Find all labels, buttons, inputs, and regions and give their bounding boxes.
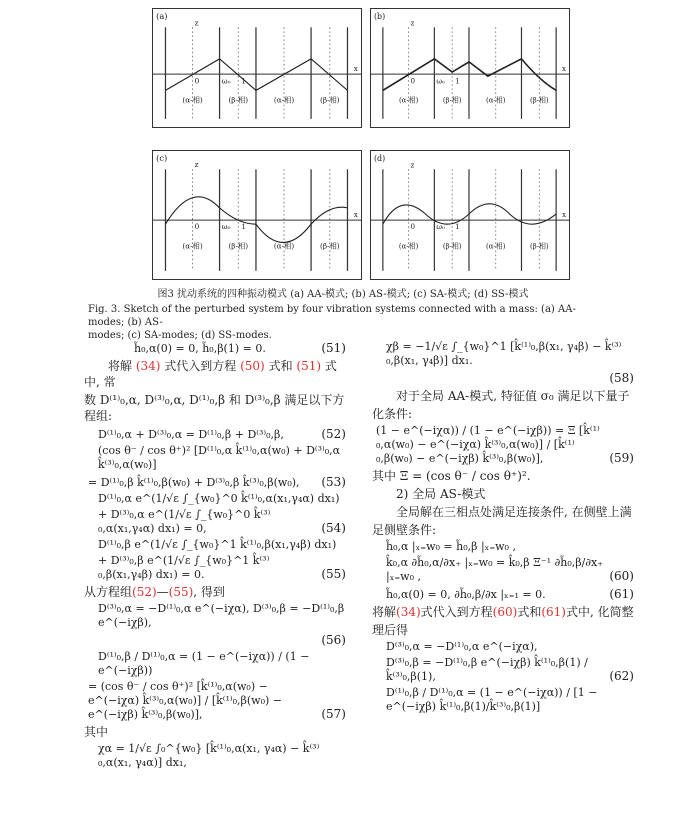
phase-label: (α-相) <box>273 241 295 251</box>
equation-54-line2: + D⁽³⁾₀,α e^(1/√ε ∫_{w₀}^0 k̂⁽³⁾₀,α(x₁,γ₄α) dx₁) = 0, <box>98 508 271 535</box>
equation-chi-alpha: χα = 1/√ε ∫₀^{w₀} [k̂⁽¹⁾₀,α(x₁, γ₄α) − k̂⁽³⁾₀,α(x₁, γ₄α)] dx₁, <box>98 742 320 769</box>
phase-label: (β-相) <box>529 241 549 251</box>
text: 从方程组 <box>84 585 133 599</box>
x-axis-label: x <box>562 209 566 220</box>
text: 式代入到方程 <box>420 605 493 619</box>
tick-label-0: 0 <box>410 76 416 86</box>
equation-row <box>84 426 346 442</box>
equation-61: h̃₀,α(0) = 0, ∂h̃₀,β/∂x |ₓ₌₁ = 0. <box>386 588 546 601</box>
equation-number: (56) <box>321 633 346 647</box>
equation-number: (61) <box>609 587 634 601</box>
figure-caption-en-2: modes; (c) SA-modes; (d) SS-modes. <box>88 330 272 341</box>
equation-row <box>84 602 346 630</box>
text: 式中, 化简整 <box>565 605 634 619</box>
ref-34[interactable]: (34) <box>135 359 161 373</box>
phase-label: (β-相) <box>442 95 462 105</box>
figure-caption-en-1: Fig. 3. Sketch of the perturbed system by four vibration systems connected with a mass: (a) AA-modes; (b) AS- <box>88 304 576 328</box>
tick-label-w0: ω₀ <box>436 76 445 86</box>
phase-label: (α-相) <box>398 95 419 105</box>
equation-62-line1: D⁽³⁾₀,α = −D⁽¹⁾₀,α e^(−iχα), <box>386 640 538 653</box>
equation-53-line2: = D⁽¹⁾₀,β k̂⁽¹⁾₀,β(w₀) + D⁽³⁾₀,β k̂⁽³⁾₀,β(w₀), <box>88 476 300 489</box>
phase-label: (β-相) <box>319 241 340 251</box>
equation-row <box>84 340 346 356</box>
text: 将解 <box>108 359 136 373</box>
equation-row <box>84 492 346 506</box>
phase-label: (β-相) <box>228 241 249 251</box>
phase-label: (α-相) <box>273 95 295 105</box>
equation-54-line1: D⁽¹⁾₀,α e^(1/√ε ∫_{w₀}^0 k̂⁽¹⁾₀,α(x₁,γ₄α) dx₁) <box>98 492 340 505</box>
text: 式中, 常 <box>84 359 337 389</box>
ref-34[interactable]: (34) <box>396 605 421 619</box>
equation-number: (60) <box>609 569 634 583</box>
phase-label: (α-相) <box>398 241 419 251</box>
text: 式和 <box>264 359 297 373</box>
tick-label-0: 0 <box>194 222 200 232</box>
ref-52[interactable]: (52) <box>132 585 157 599</box>
paragraph: 全局解在三相点处满足连接条件, 在侧壁上满 <box>396 505 632 519</box>
equation-number: (57) <box>321 707 346 721</box>
paragraph: 理后得 <box>372 623 409 637</box>
text: — <box>156 585 169 599</box>
x-axis-label: x <box>353 210 358 220</box>
paragraph: 其中 <box>84 725 109 739</box>
phase-label: (β-相) <box>319 95 340 105</box>
equation-56: D⁽³⁾₀,α = −D⁽¹⁾₀,α e^(−iχα), D⁽³⁾₀,β = −D⁽¹⁾₀,β e^(−iχβ), <box>98 602 345 629</box>
equation-55-line1: D⁽¹⁾₀,β e^(1/√ε ∫_{w₀}^1 k̂⁽¹⁾₀,β(x₁,γ₄β) dx₁) <box>98 538 337 551</box>
equation-row <box>84 474 346 490</box>
tick-label-1: 1 <box>455 222 460 232</box>
tick-label-1: 1 <box>241 76 247 86</box>
figure-caption-cn: 图3 扰动系统的四种振动模式 (a) AA-模式; (b) AS-模式; (c) SA-模式; (d) SS-模式 <box>157 289 529 300</box>
z-axis-label: z <box>410 160 415 170</box>
equation-row <box>372 556 634 584</box>
tick-label-1: 1 <box>455 76 460 86</box>
equation-row <box>84 650 346 678</box>
panel-label: (d) <box>373 154 386 164</box>
ref-61[interactable]: (61) <box>541 605 566 619</box>
equation-57-line2: = (cos θ⁻ / cos θ⁺)² [k̂⁽¹⁾₀,α(w₀) − e^(−iχα) k̂⁽³⁾₀,α(w₀)] / [k̂⁽¹⁾₀,β(w₀) − e^(−iχβ) k̂⁽³⁾₀,β(w₀)], <box>88 680 283 721</box>
equation-row <box>372 586 634 602</box>
equation-row <box>84 508 346 536</box>
equation-57-line1: D⁽¹⁾₀,β / D⁽¹⁾₀,α = (1 − e^(−iχα)) / (1 − e^(−iχβ)) <box>98 650 310 677</box>
tick-label-w0: ω₀ <box>221 222 231 232</box>
x-axis-label: x <box>353 64 358 74</box>
equation-53-line1: (cos θ⁻ / cos θ⁺)² [D⁽¹⁾₀,α k̂⁽¹⁾₀,α(w₀) + D⁽³⁾₀,α k̂⁽³⁾₀,α(w₀)] <box>98 444 341 471</box>
equation-row <box>84 444 346 472</box>
z-axis-label: z <box>194 18 199 28</box>
equation-number: (59) <box>609 451 634 465</box>
z-axis-label: z <box>194 160 199 170</box>
ref-55[interactable]: (55) <box>168 585 194 599</box>
mode-sketch <box>153 151 361 279</box>
equation-number: (54) <box>321 521 346 535</box>
panel-label: (b) <box>373 12 386 22</box>
equation-52: D⁽¹⁾₀,α + D⁽³⁾₀,α = D⁽¹⁾₀,β + D⁽³⁾₀,β, <box>98 428 284 441</box>
ref-60[interactable]: (60) <box>492 605 518 619</box>
panel-label: (c) <box>156 153 168 164</box>
tick-label-w0: ω₀ <box>221 76 231 86</box>
ref-51[interactable]: (51) <box>296 359 322 373</box>
equation-row <box>84 554 346 582</box>
paragraph <box>84 358 346 390</box>
ref-50[interactable]: (50) <box>240 359 265 373</box>
equation-number: (52) <box>321 427 346 441</box>
left-column <box>84 338 346 772</box>
mode-sketch <box>371 151 569 279</box>
equation-row <box>84 680 346 722</box>
x-axis-label: x <box>562 63 566 74</box>
equation-row <box>372 640 634 654</box>
paragraph: 足侧壁条件: <box>372 523 437 537</box>
equation-63: D⁽¹⁾₀,β / D⁽¹⁾₀,α = (1 − e^(−iχα)) / [1 − e^(−iχβ) k̂⁽¹⁾₀,β(1)/k̂⁽³⁾₀,β(1)] <box>386 686 598 713</box>
text: , 得到 <box>193 585 225 599</box>
paragraph: 化条件: <box>372 407 413 421</box>
tick-label-0: 0 <box>194 76 200 86</box>
paragraph <box>84 584 346 600</box>
z-axis-label: z <box>410 18 415 28</box>
tick-label-0: 0 <box>410 222 416 232</box>
phase-label: (β-相) <box>442 241 462 251</box>
equation-58: χβ = −1/√ε ∫_{w₀}^1 [k̂⁽¹⁾₀,β(x₁, γ₄β) − k̂⁽³⁾₀,β(x₁, γ₄β)] dx₁. <box>386 340 622 367</box>
equation-51: h̃₀,α(0) = 0, h̃₀,β(1) = 0. <box>134 342 266 355</box>
phase-label: (β-相) <box>228 95 249 105</box>
text: 式和 <box>517 605 542 619</box>
tick-label-1: 1 <box>241 222 247 232</box>
paragraph: 数 D⁽¹⁾₀,α, D⁽³⁾₀,α, D⁽¹⁾₀,β 和 D⁽³⁾₀,β 满足以下方程组: <box>84 393 345 423</box>
panel-label: (a) <box>156 11 168 22</box>
equation-number: (51) <box>321 341 346 355</box>
equation-row <box>372 656 634 684</box>
paragraph: 其中 Ξ = (cos θ⁻ / cos θ⁺)². <box>372 469 531 483</box>
equation-number: (62) <box>609 669 634 683</box>
figure-panel-a <box>152 8 362 128</box>
paragraph <box>372 604 634 620</box>
paragraph: 对于全局 AA-模式, 特征值 σ₀ 满足以下量子 <box>396 389 630 403</box>
figure-panel-b <box>370 8 570 128</box>
equation-row <box>84 742 346 770</box>
equation-number: (58) <box>609 371 634 385</box>
equation-60-line2: k̂₀,α ∂h̃₀,α/∂x₊ |ₓ₌w₀ = k̂₀,β Ξ⁻¹ ∂h̃₀,β/∂x₊ |ₓ₌w₀ , <box>386 556 604 583</box>
equation-row <box>372 686 634 714</box>
right-column <box>372 338 634 716</box>
phase-label: (β-相) <box>529 95 549 105</box>
figure-panel-d <box>370 150 570 280</box>
equation-row <box>372 340 634 368</box>
figure-caption <box>88 288 598 342</box>
tick-label-w0: ω₀ <box>436 222 445 232</box>
figure-panel-c <box>152 150 362 280</box>
phase-label: (α-相) <box>486 241 506 251</box>
equation-row <box>84 538 346 552</box>
text: 式代入到方程 <box>160 359 241 373</box>
phase-label: (α-相) <box>182 95 203 105</box>
section-heading: 2) 全局 AS-模式 <box>396 487 486 501</box>
text: 将解 <box>372 605 397 619</box>
phase-label: (α-相) <box>486 95 506 105</box>
equation-number: (53) <box>321 475 346 489</box>
mode-sketch <box>153 9 361 127</box>
equation-60-line1: h̃₀,α |ₓ₌w₀ = h̃₀,β |ₓ₌w₀ , <box>386 540 516 553</box>
equation-number: (55) <box>321 567 346 581</box>
equation-row <box>372 424 634 466</box>
equation-55-line2: + D⁽³⁾₀,β e^(1/√ε ∫_{w₀}^1 k̂⁽³⁾₀,β(x₁,γ₄β) dx₁) = 0. <box>98 554 270 581</box>
phase-label: (α-相) <box>182 241 203 251</box>
mode-sketch <box>371 9 569 127</box>
equation-62-line2: D⁽³⁾₀,β = −D⁽¹⁾₀,β e^(−iχβ) k̂⁽¹⁾₀,β(1) / k̂⁽³⁾₀,β(1), <box>386 656 588 683</box>
equation-row <box>372 540 634 554</box>
equation-59: (1 − e^(−iχα)) / (1 − e^(−iχβ)) = Ξ [k̂⁽¹⁾₀,α(w₀) − e^(−iχα) k̂⁽³⁾₀,α(w₀)] / [k̂⁽¹⁾₀,β(w₀) − e^(−iχβ) k̂⁽³⁾₀,β(w₀)], <box>376 424 600 465</box>
